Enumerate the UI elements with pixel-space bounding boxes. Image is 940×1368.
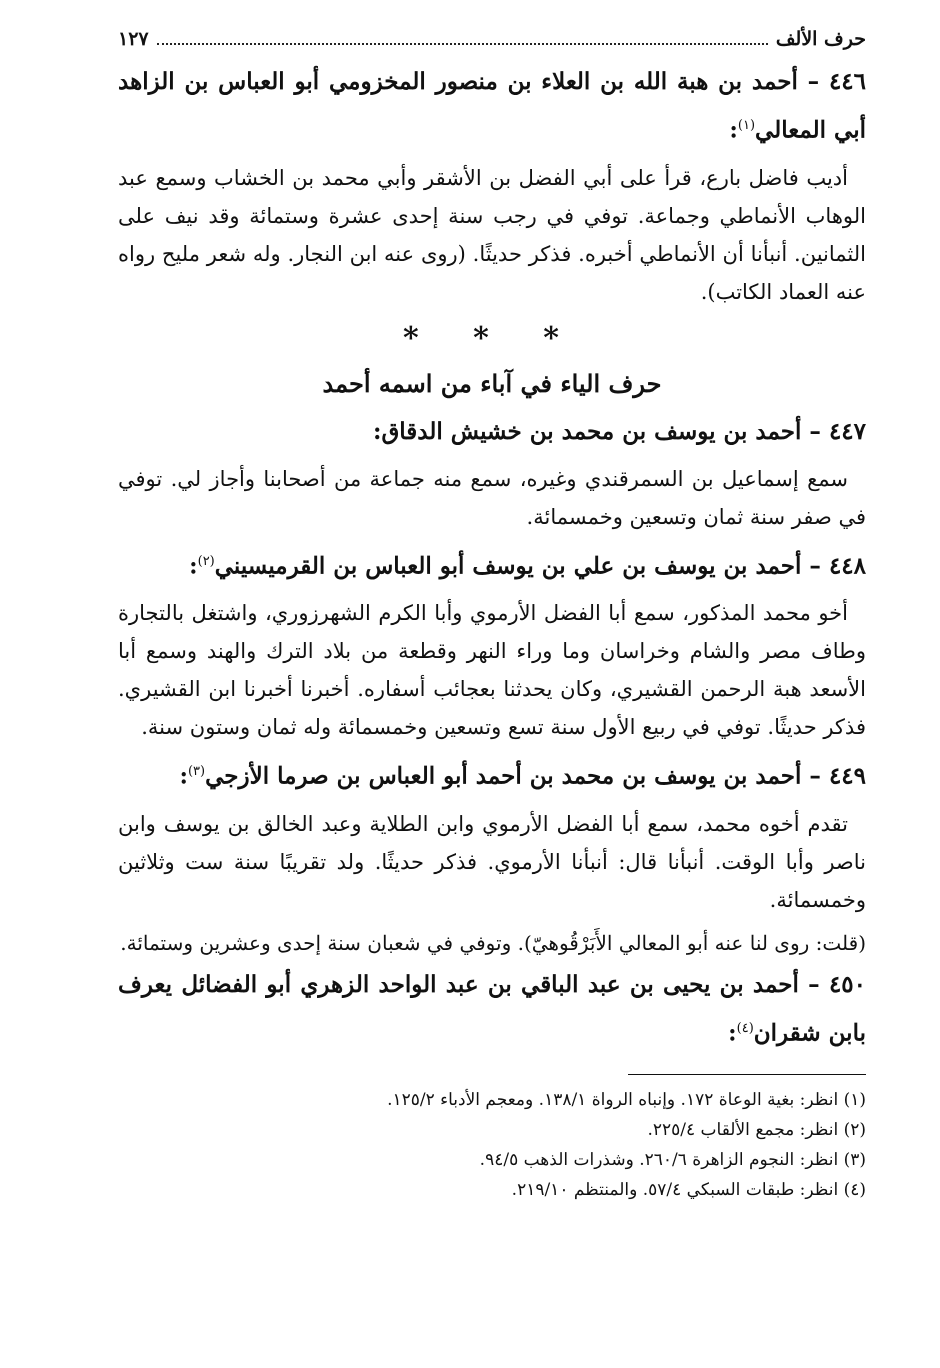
- entry-body-449: تقدم أخوه محمد، سمع أبا الفضل الأرموي وابن الطلاية وعبد الخالق بن يوسف وابن ناصر وأبا الوقت. أنبأنا قال: أنبأنا الأرموي. فذكر حديثًا. ولد تقريبًا سنة ست وثلاثين وخمسمائة.: [118, 811, 866, 912]
- footnote-1: (١) انظر: بغية الوعاة ١٧٢. وإنباه الرواة ١٣٨/١. ومعجم الأدباء ١٢٥/٢.: [387, 1089, 866, 1110]
- footnote-ref: (٤): [736, 1020, 754, 1036]
- section-divider-stars: * * *: [403, 320, 581, 356]
- entry-title-449: [118, 750, 866, 799]
- entry-title-colon: :: [189, 552, 198, 580]
- footnote-4: (٤) انظر: طبقات السبكي ٥٧/٤. والمنتظم ٢١٩/١٠.: [511, 1179, 866, 1200]
- entry-title-448: [118, 540, 866, 589]
- entry-title-text: ٤٤٧ – أحمد بن يوسف بن محمد بن خشيش الدقاق: [381, 417, 866, 445]
- running-header: [118, 28, 866, 60]
- entry-body-448: أخو محمد المذكور، سمع أبا الفضل الأرموي وأبا الكرم الشهرزوري، واشتغل بالتجارة وطاف مصر والشام وخراسان وما وراء النهر وقطعة من بلاد الترك والهند وسمع أبا الأسعد هبة الرحمن القشيري، وكان يحدثنا بعجائب أسفاره. أخبرنا أخبرنا ابن القشيري. فذكر حديثًا. توفي في ربيع الأول سنة تسع وتسعين وخمسمائة وله ثمان وستون سنة.: [118, 601, 866, 740]
- footnote-2: (٢) انظر: مجمع الألقاب ٢٢٥/٤.: [647, 1119, 866, 1140]
- entry-title-446: [118, 60, 866, 153]
- footnote-ref: (٣): [187, 764, 206, 780]
- entry-title-colon: :: [729, 116, 738, 144]
- footnote-ref: (١): [737, 118, 756, 133]
- section-title: حرف الياء في آباء من اسمه أحمد: [322, 368, 662, 398]
- footnote-rule: [628, 1074, 866, 1075]
- entry-title-447: [118, 410, 866, 454]
- editor-note: (قلت: روى لنا عنه أبو المعالي الأَبَرْقُوهيّ). وتوفي في شعبان سنة إحدى وعشرين وستمائة.: [120, 930, 866, 955]
- footnote-3: (٣) انظر: النجوم الزاهرة ٢٦٠/٦. وشذرات الذهب ٩٤/٥.: [479, 1149, 866, 1170]
- entry-title-text: ٤٤٨ – أحمد بن يوسف بن علي بن يوسف أبو العباس بن القرميسيني: [214, 552, 866, 580]
- entry-title-text: ٤٥٠ – أحمد بن يحيى بن عبد الباقي بن عبد الواحد الزهري أبو الفضائل يعرف بابن شقران: [118, 970, 866, 1047]
- footnote-ref: (٢): [197, 553, 215, 569]
- entry-body-446: أديب فاضل بارع، قرأ على أبي الفضل بن الأشقر وأبي محمد بن الخشاب وسمع عبد الوهاب الأنماطي وجماعة. توفي في رجب سنة إحدى عشرة وستمائة وقد نيف على الثمانين. أنبأنا أن الأنماطي أخبره. فذكر حديثًا. (روى عنه ابن النجار. وله شعر مليح رواه عنه العماد الكاتب).: [118, 165, 866, 304]
- footnotes: [118, 1085, 866, 1205]
- entry-title-text: ٤٤٩ – أحمد بن يوسف بن محمد بن أحمد أبو العباس بن صرما الأزجي: [205, 762, 866, 790]
- page-number: ١٢٧: [118, 28, 149, 50]
- chapter-title: حرف الألف: [775, 28, 866, 50]
- entry-title-colon: :: [728, 1019, 737, 1047]
- entry-body-447: سمع إسماعيل بن السمرقندي وغيره، سمع منه جماعة من أصحابنا وأجاز لي. توفي في صفر سنة ثمان وتسعين وخمسمائة.: [118, 466, 866, 529]
- dotted-leader: [157, 43, 768, 45]
- entry-title-450: [118, 963, 866, 1056]
- entry-title-text: ٤٤٦ – أحمد بن هبة الله بن العلاء بن منصور المخزومي أبو العباس بن الزاهد أبي المعالي: [118, 68, 866, 144]
- entry-title-colon: :: [372, 417, 382, 445]
- book-page: [118, 28, 866, 1348]
- entry-title-colon: :: [179, 762, 188, 790]
